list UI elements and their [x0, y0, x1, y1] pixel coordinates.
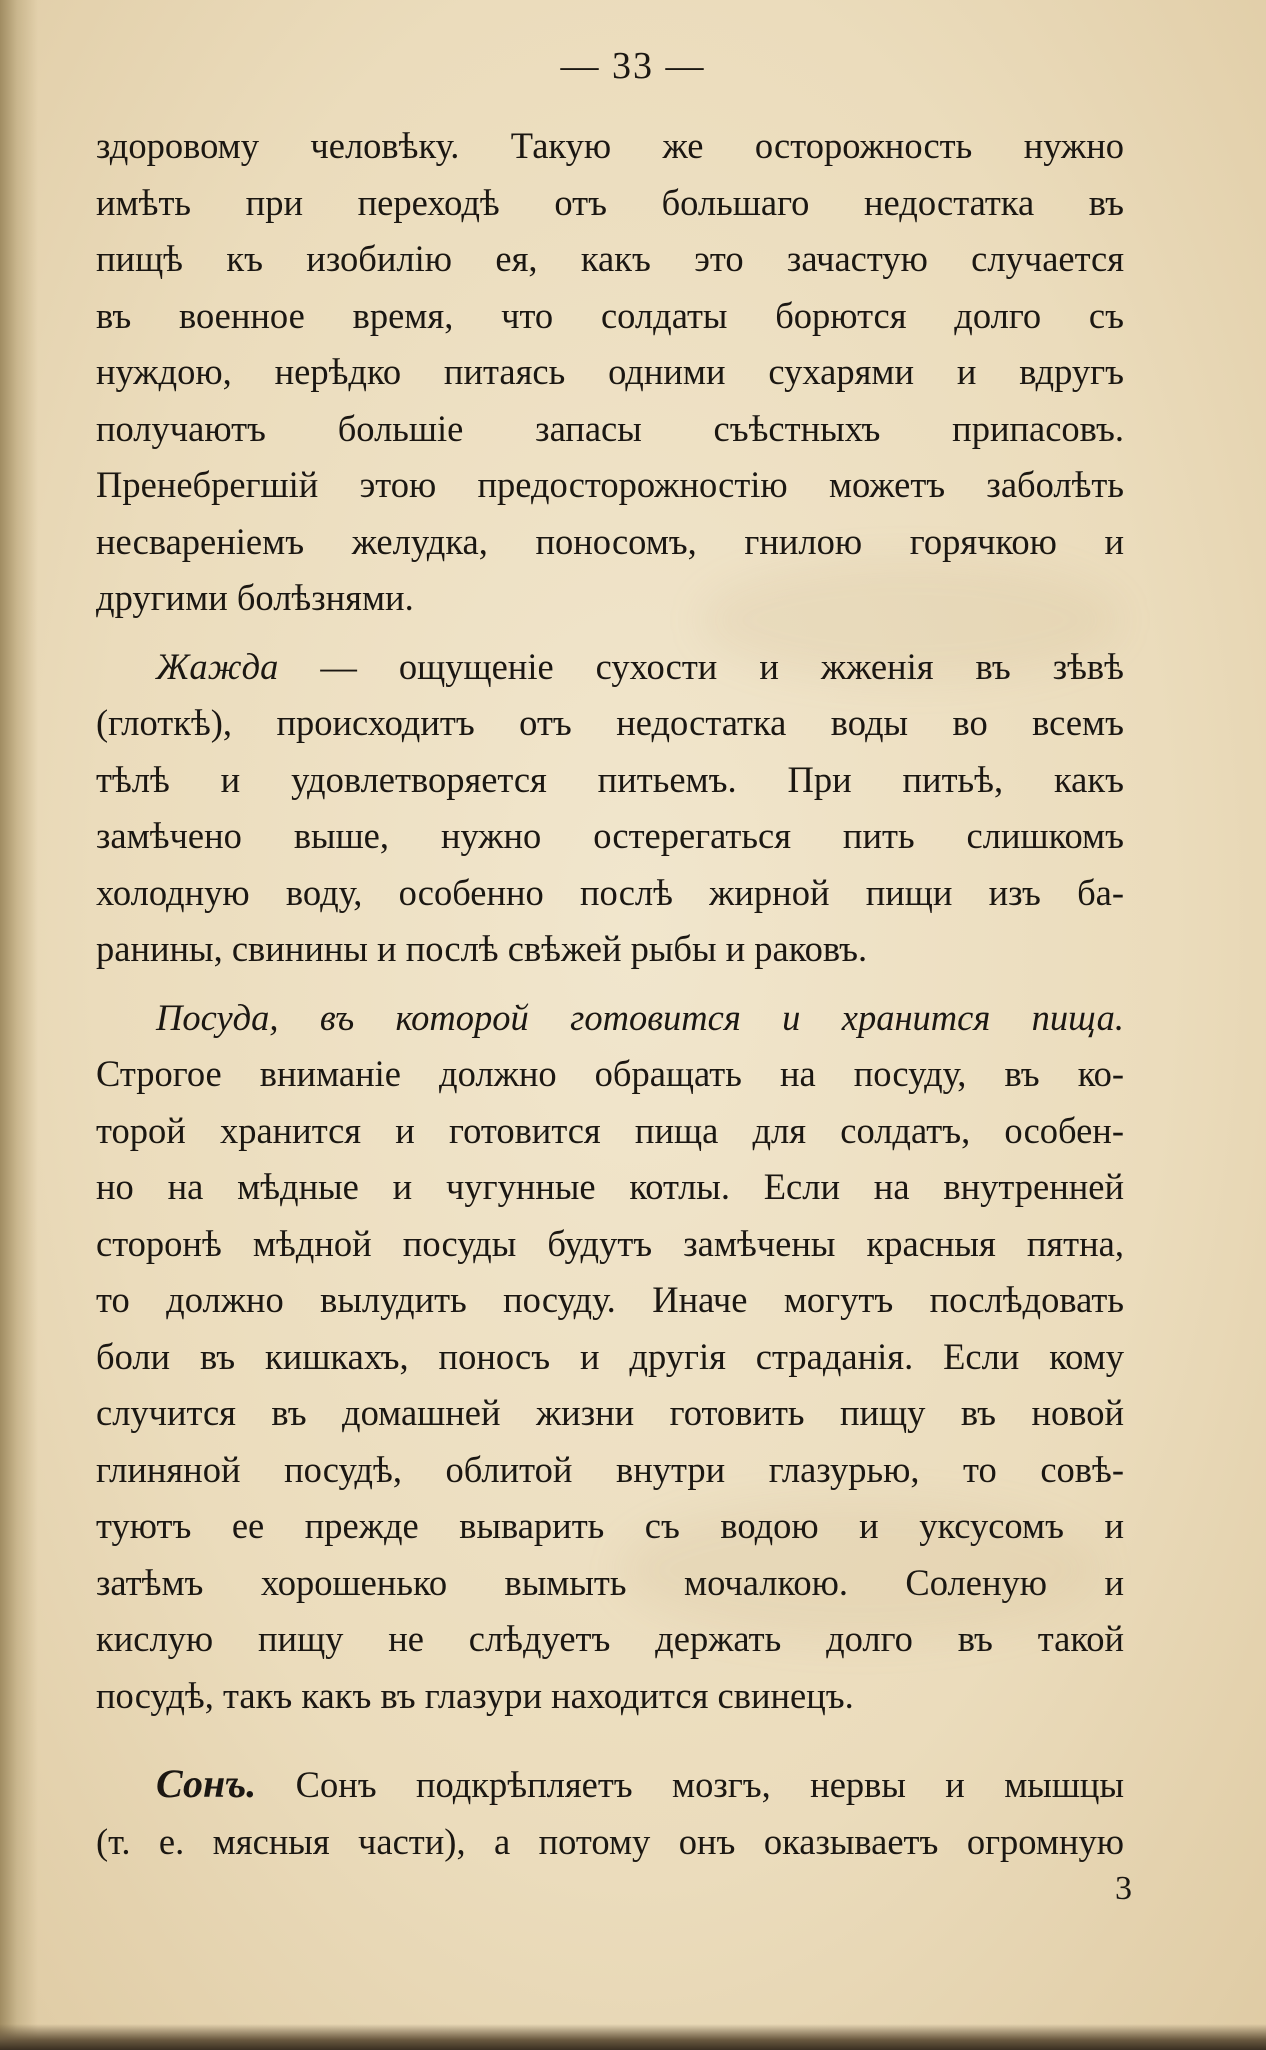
text-line: пищѣ къ изобилію ея, какъ это зачастую случается: [96, 238, 1124, 279]
text-line: ранины, свинины и послѣ свѣжей рыбы и раковъ.: [96, 928, 868, 969]
text-line: (глоткѣ), происходитъ отъ недостатка воды во всемъ: [96, 702, 1124, 743]
text-line: тѣлѣ и удовлетворяется питьемъ. При питьѣ, какъ: [96, 758, 1124, 800]
text-line: сторонѣ мѣдной посуды будутъ замѣчены красныя пятна,: [96, 1222, 1124, 1264]
text-line: холодную воду, особенно послѣ жирной пищи изъ ба-: [96, 871, 1124, 913]
text-line: кислую пищу не слѣдуетъ держать долго въ такой: [96, 1618, 1124, 1659]
body-text: [96, 118, 1124, 1870]
text-line: въ военное время, что солдаты борются долго съ: [96, 294, 1124, 336]
text-span: — ощущеніе сухости и жженія въ зѣвѣ: [278, 645, 1124, 687]
section-term-vessels: Посуда, въ которой готовится и хранится пища.: [156, 996, 1124, 1038]
text-line: боли въ кишкахъ, поносъ и другія страданія. Если кому: [96, 1335, 1124, 1377]
text-line: затѣмъ хорошенько вымыть мочалкою. Соленую и: [96, 1561, 1124, 1603]
text-line: нуждою, нерѣдко питаясь одними сухарями и вдругъ: [96, 351, 1124, 392]
text-line: торой хранится и готовится пища для солдатъ, особен-: [96, 1109, 1124, 1151]
page-number: — 33 —: [560, 45, 706, 87]
text-line: то должно вылудить посуду. Иначе могутъ послѣдовать: [96, 1279, 1124, 1320]
text-line: другими болѣзнями.: [96, 577, 414, 618]
text-line: глиняной посудѣ, облитой внутри глазурью, то совѣ-: [96, 1448, 1124, 1490]
page-bottom-shadow: [0, 2024, 1266, 2050]
section-term-thirst: Жажда: [156, 645, 279, 687]
paragraph-vessels: [96, 990, 1124, 1725]
signature-mark: 3: [1115, 1870, 1132, 1907]
paragraph-1: [96, 118, 1124, 627]
text-line: случится въ домашней жизни готовить пищу въ новой: [96, 1392, 1124, 1433]
paragraph-thirst: [96, 639, 1124, 978]
text-line: имѣть при переходѣ отъ большаго недостатка въ: [96, 181, 1124, 223]
section-term-sleep: Сонъ.: [156, 1761, 257, 1806]
text-line: Пренебрегшій этою предосторожностію можетъ заболѣть: [96, 464, 1124, 505]
text-line: получаютъ большіе запасы съѣстныхъ припасовъ.: [96, 407, 1124, 449]
text-line: (т. е. мясныя части), а потому онъ оказываетъ огромную: [96, 1820, 1124, 1862]
text-line: замѣчено выше, нужно остерегаться пить слишкомъ: [96, 815, 1124, 856]
text-line: здоровому человѣку. Такую же осторожность нужно: [96, 125, 1124, 166]
text-line: туютъ ее прежде выварить съ водою и уксусомъ и: [96, 1505, 1124, 1546]
text-line: несвареніемъ желудка, поносомъ, гнилою горячкою и: [96, 520, 1124, 562]
text-line: посудѣ, такъ какъ въ глазури находится свинецъ.: [96, 1674, 854, 1716]
paragraph-sleep: [96, 1756, 1124, 1870]
text-span: Сонъ подкрѣпляетъ мозгъ, нервы и мышцы: [256, 1764, 1124, 1805]
text-line: Строгое вниманіе должно обращать на посуду, въ ко-: [96, 1053, 1124, 1094]
text-line: [96, 1756, 1124, 1814]
text-line: но на мѣдные и чугунные котлы. Если на внутренней: [96, 1166, 1124, 1207]
page-binding-shadow: [0, 0, 38, 2050]
text-line: [96, 639, 1124, 696]
